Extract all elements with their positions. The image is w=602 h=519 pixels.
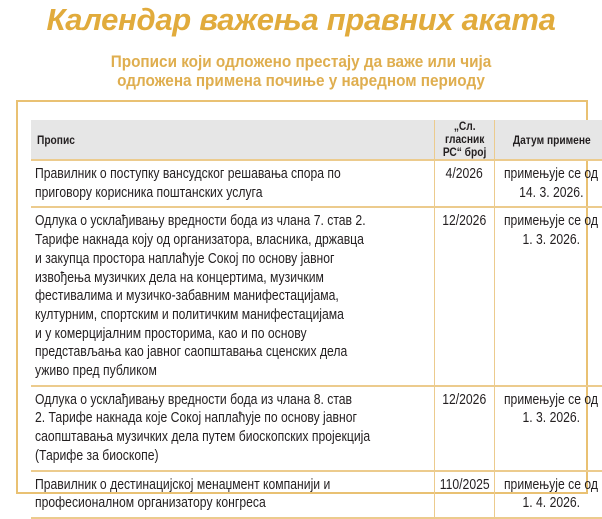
text-line bbox=[495, 165, 602, 184]
text-line bbox=[35, 362, 434, 381]
header-gazette bbox=[434, 120, 494, 160]
text-line bbox=[495, 409, 602, 428]
text: саопштавања музичких дела путем биоскопских пројекција bbox=[35, 429, 371, 446]
text-line bbox=[35, 409, 434, 428]
text-line bbox=[35, 165, 434, 184]
text: и закупца простора наплаћује Сокој по основу јавног bbox=[35, 250, 335, 267]
cell-date bbox=[495, 386, 602, 471]
header-regulation bbox=[31, 120, 434, 160]
cell-regulation bbox=[31, 471, 434, 518]
text-line bbox=[495, 212, 602, 231]
text-line bbox=[495, 476, 602, 495]
text-line bbox=[35, 287, 434, 306]
regulations-table bbox=[31, 120, 602, 519]
cell-regulation bbox=[31, 160, 434, 207]
table-row bbox=[31, 207, 602, 385]
text: 1. 3. 2026. bbox=[522, 410, 581, 427]
text-line bbox=[35, 231, 434, 250]
text: 12/2026 bbox=[442, 391, 487, 408]
table-row bbox=[31, 160, 602, 207]
text: примењује се од bbox=[504, 476, 599, 493]
text: 1. 3. 2026. bbox=[522, 232, 581, 249]
text-line bbox=[35, 184, 434, 203]
text-line bbox=[35, 447, 434, 466]
subtitle-line: Прописи који одложено престају да важе или чија bbox=[110, 52, 492, 71]
text-line bbox=[495, 391, 602, 410]
text-line bbox=[435, 391, 494, 410]
text-line bbox=[495, 494, 602, 513]
cell-regulation bbox=[31, 386, 434, 471]
text: представљања као јавног саопштавања сценских дела bbox=[35, 344, 348, 361]
text: примењује се од bbox=[504, 213, 599, 230]
text: примењује се од bbox=[504, 391, 599, 408]
text: фестивалима и музичко-забавним манифестацијама, bbox=[35, 288, 339, 305]
text: 1. 4. 2026. bbox=[522, 495, 581, 512]
text: Правилник о дестинацијској менаџмент компанији и bbox=[35, 476, 331, 493]
cell-gazette bbox=[434, 160, 494, 207]
text: извођења музичких дела на концертима, музичким bbox=[35, 269, 324, 286]
text-line bbox=[35, 343, 434, 362]
text: културним, спортским и политичким манифестацијама bbox=[35, 306, 344, 323]
subtitle-line: одложена примена почиње у наредном периоду bbox=[117, 71, 485, 90]
text: Одлука о усклађивању вредности бода из члана 7. став 2. bbox=[35, 213, 366, 230]
text-line bbox=[435, 212, 494, 231]
table-row bbox=[31, 471, 602, 518]
page-title: Календар важења правних аката bbox=[46, 2, 556, 37]
text: 110/2025 bbox=[439, 476, 490, 493]
cell-gazette bbox=[434, 207, 494, 385]
text: уживо пред публиком bbox=[35, 363, 157, 380]
cell-date bbox=[495, 207, 602, 385]
text: 4/2026 bbox=[446, 166, 484, 182]
text-line bbox=[35, 306, 434, 325]
text: Правилник о поступку вансудског решавања спора по bbox=[35, 166, 341, 182]
text-line bbox=[495, 231, 602, 250]
cell-date bbox=[495, 160, 602, 207]
text-line bbox=[35, 325, 434, 344]
header-label: РС“ број bbox=[442, 145, 487, 159]
header-label: Пропис bbox=[37, 132, 75, 147]
table-header-row bbox=[31, 120, 602, 160]
header-label: „Сл. гласник bbox=[444, 119, 485, 146]
text-line bbox=[35, 269, 434, 288]
text: примењује се од bbox=[504, 166, 599, 182]
text-line bbox=[35, 494, 434, 513]
text: и у комерцијалним просторима, као и по основу bbox=[35, 325, 307, 342]
text: 14. 3. 2026. bbox=[519, 184, 584, 201]
text-line bbox=[35, 250, 434, 269]
text: 2. Тарифе накнада које Сокој наплаћује по основу јавног bbox=[35, 410, 357, 427]
cell-regulation bbox=[31, 207, 434, 385]
text-line bbox=[35, 391, 434, 410]
text-line bbox=[35, 428, 434, 447]
text: (Тарифе за биоскопе) bbox=[35, 447, 159, 464]
page-subtitle bbox=[0, 52, 602, 90]
text: 12/2026 bbox=[442, 213, 487, 230]
text-line bbox=[435, 476, 494, 495]
cell-gazette bbox=[434, 471, 494, 518]
table-row bbox=[31, 386, 602, 471]
cell-date bbox=[495, 471, 602, 518]
cell-gazette bbox=[434, 386, 494, 471]
text: професионалном организатору конгреса bbox=[35, 495, 266, 512]
text: Тарифе накнада коју од организатора, власника, државца bbox=[35, 232, 364, 249]
text: Одлука о усклађивању вредности бода из члана 8. став bbox=[35, 391, 353, 408]
text-line bbox=[35, 212, 434, 231]
header-date bbox=[495, 120, 602, 160]
text: приговору корисника поштанских услуга bbox=[35, 184, 263, 201]
text-line bbox=[495, 184, 602, 203]
header-label: Датум примене bbox=[512, 132, 591, 147]
text-line bbox=[35, 476, 434, 495]
text-line bbox=[435, 165, 494, 184]
